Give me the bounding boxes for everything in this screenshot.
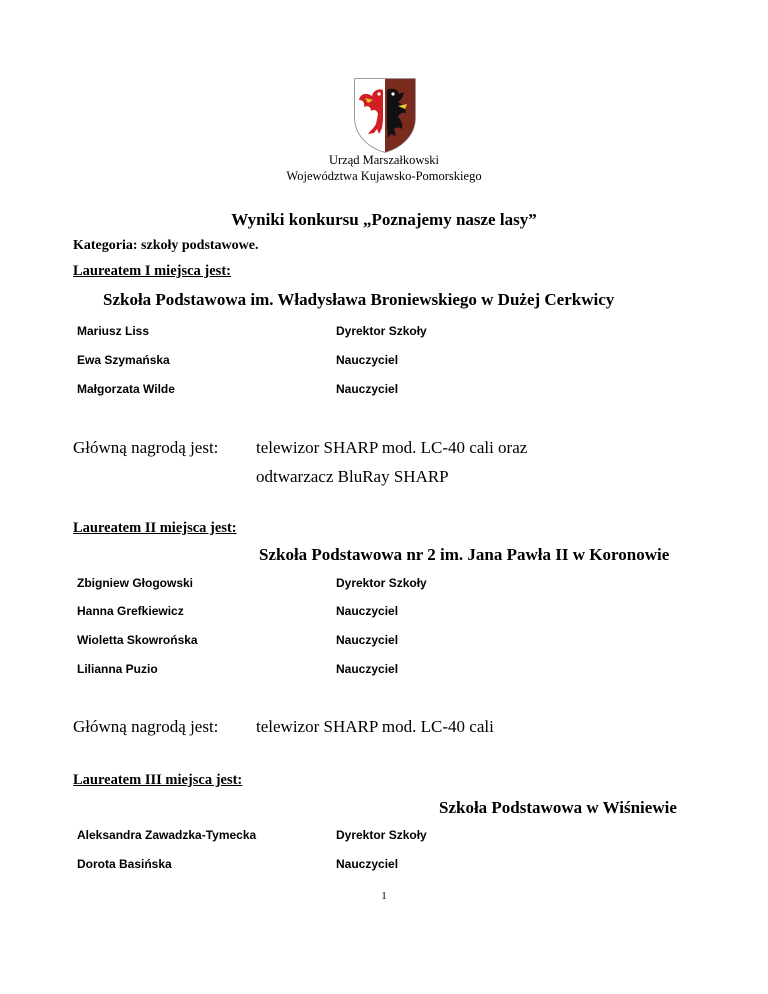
- laureate-2-school: Szkoła Podstawowa nr 2 im. Jana Pawła II w Koronowie: [259, 545, 670, 564]
- person-name: Ewa Szymańska: [77, 353, 170, 367]
- person-name: Aleksandra Zawadzka-Tymecka: [77, 828, 257, 842]
- prize-label: Główną nagrodą jest:: [73, 438, 219, 457]
- category-label: Kategoria: szkoły podstawowe.: [73, 238, 259, 253]
- person-name: Lilianna Puzio: [77, 662, 158, 676]
- laureate-1-school: Szkoła Podstawowa im. Władysława Broniewskiego w Dużej Cerkwicy: [103, 290, 615, 309]
- office-name-line-1: Urząd Marszałkowski: [328, 153, 440, 167]
- person-name: Hanna Grefkiewicz: [77, 604, 184, 618]
- laureate-3-heading: Laureatem III miejsca jest:: [73, 772, 243, 788]
- laureate-2-heading: Laureatem II miejsca jest:: [73, 520, 237, 536]
- coat-of-arms-icon: [352, 76, 418, 154]
- person-role: Nauczyciel: [336, 857, 399, 871]
- prize-description: telewizor SHARP mod. LC-40 cali: [256, 717, 494, 736]
- person-name: Dorota Basińska: [77, 857, 172, 871]
- prize-description-continued: odtwarzacz BluRay SHARP: [256, 467, 449, 486]
- person-role: Nauczyciel: [336, 382, 399, 396]
- person-name: Mariusz Liss: [77, 324, 150, 338]
- person-role: Dyrektor Szkoły: [336, 324, 427, 338]
- office-name-line-2: Województwa Kujawsko-Pomorskiego: [286, 169, 482, 183]
- person-role: Nauczyciel: [336, 353, 399, 367]
- document-title: Wyniki konkursu „Poznajemy nasze lasy”: [231, 210, 537, 229]
- person-name: Małgorzata Wilde: [77, 382, 175, 396]
- laureate-3-school: Szkoła Podstawowa w Wiśniewie: [439, 798, 677, 817]
- person-role: Nauczyciel: [336, 633, 399, 647]
- prize-description: telewizor SHARP mod. LC-40 cali oraz: [256, 438, 528, 457]
- person-role: Dyrektor Szkoły: [336, 576, 427, 590]
- prize-label: Główną nagrodą jest:: [73, 717, 219, 736]
- person-role: Nauczyciel: [336, 604, 399, 618]
- person-role: Dyrektor Szkoły: [336, 828, 427, 842]
- person-role: Nauczyciel: [336, 662, 399, 676]
- person-name: Wioletta Skowrońska: [77, 633, 198, 647]
- page-number: 1: [381, 890, 387, 902]
- laureate-1-heading: Laureatem I miejsca jest:: [73, 263, 231, 279]
- person-name: Zbigniew Głogowski: [77, 576, 194, 590]
